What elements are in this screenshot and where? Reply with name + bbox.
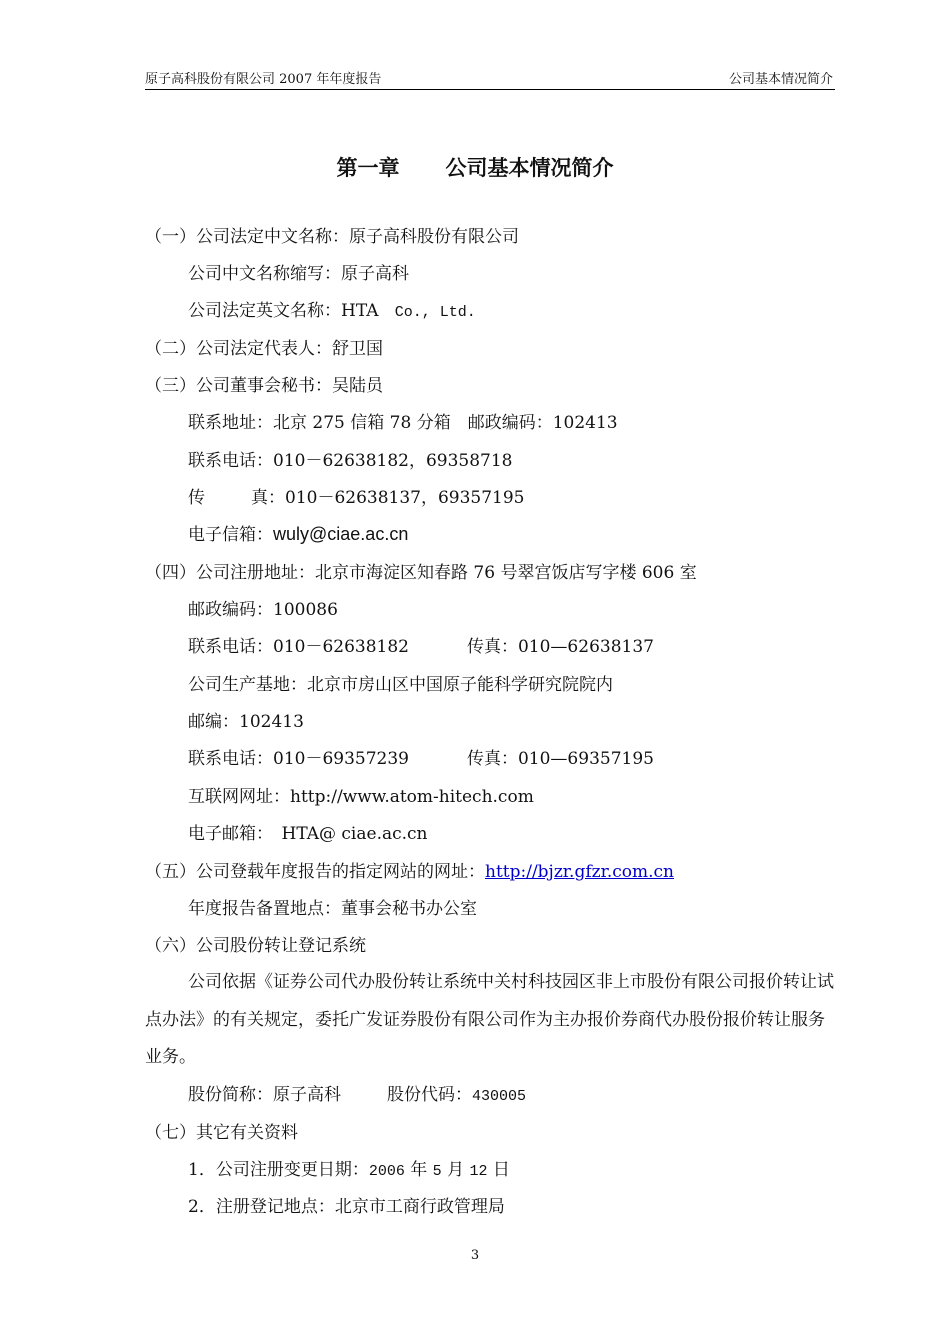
- section-7-label: （七）其它有关资料: [145, 1123, 298, 1143]
- disclosure-website-link[interactable]: http://bjzr.gfzr.com.cn: [485, 862, 674, 882]
- email-label: 电子信箱：: [188, 525, 273, 545]
- item-1-number: 1．: [188, 1160, 216, 1180]
- section-3-label: （三）公司董事会秘书：吴陆员: [145, 376, 383, 396]
- section-5-text: （五）公司登载年度报告的指定网站的网址：: [145, 862, 485, 882]
- section-4-label: （四）公司注册地址：北京市海淀区知春路 76 号翠宫饭店写字楼 606 室: [145, 563, 697, 583]
- item-1-day: 12: [469, 1163, 488, 1180]
- chapter-number: 第一章: [336, 156, 400, 180]
- item-1-label: 公司注册变更日期：: [215, 1160, 369, 1180]
- registration-place: [188, 1192, 505, 1217]
- paragraph-text: 公司依据《证券公司代办股份转让系统中关村科技园区非上市股份有限公司报价转让试点办法》的有关规定，委托广发证券股份有限公司作为主办报价券商代办股份报价转让服务业务。: [145, 972, 834, 1067]
- item-1-day-unit: 日: [487, 1160, 510, 1180]
- fax-label-a: 传: [188, 488, 205, 508]
- registered-fax: 传真：010—62638137: [466, 637, 654, 657]
- page-number: 3: [470, 1248, 480, 1263]
- fax-value: 真：010－62638137，69357195: [251, 488, 525, 508]
- section-5-label: [145, 857, 674, 882]
- item-1-year: 2006: [368, 1163, 405, 1180]
- chapter-name: 公司基本情况简介: [445, 156, 614, 180]
- production-fax: 传真：010—69357195: [466, 749, 654, 769]
- section-6-paragraph: [145, 964, 835, 1077]
- stock-name: 股份简称：原子高科: [188, 1085, 341, 1105]
- header-divider: [145, 89, 835, 90]
- section-2-label: （二）公司法定代表人：舒卫国: [145, 339, 383, 359]
- secretary-address: 联系地址：北京 275 信箱 78 分箱 邮政编码：102413: [188, 413, 618, 433]
- header-report-title: 原子高科股份有限公司 2007 年年度报告: [145, 72, 382, 87]
- page-title: [0, 152, 950, 182]
- registration-change-date: [188, 1155, 510, 1180]
- item-1-month: 5: [432, 1163, 442, 1180]
- registered-contact: [188, 632, 654, 657]
- company-abbreviation: 公司中文名称缩写：原子高科: [188, 264, 409, 284]
- registered-phone: 联系电话：010－62638182: [188, 637, 409, 657]
- production-contact: [188, 744, 654, 769]
- item-1-month-unit: 月: [441, 1160, 470, 1180]
- registered-zip: 邮政编码：100086: [188, 600, 338, 620]
- english-name-b: Co., Ltd.: [394, 304, 476, 321]
- secretary-phone: 联系电话：010－62638182，69358718: [188, 451, 513, 471]
- stock-info: [188, 1080, 526, 1105]
- stock-code: 430005: [472, 1088, 527, 1105]
- secretary-fax: [188, 483, 525, 508]
- secretary-email: [188, 520, 408, 545]
- stock-code-label: 股份代码：: [387, 1085, 472, 1105]
- header-section-title: 公司基本情况简介: [728, 72, 833, 87]
- item-2-number: 2．: [188, 1197, 216, 1217]
- email-address: wuly@ciae.ac.cn: [273, 524, 409, 544]
- production-base: 公司生产基地：北京市房山区中国原子能科学研究院院内: [188, 675, 613, 695]
- item-1-year-unit: 年: [404, 1160, 433, 1180]
- section-1-label: （一）公司法定中文名称：原子高科股份有限公司: [145, 227, 519, 247]
- english-name-label: 公司法定英文名称：: [188, 301, 341, 321]
- company-email: 电子邮箱： HTA@ ciae.ac.cn: [188, 824, 428, 844]
- production-phone: 联系电话：010－69357239: [188, 749, 409, 769]
- english-name-a: HTA: [341, 301, 379, 321]
- company-website: 互联网网址：http://www.atom-hitech.com: [188, 787, 534, 807]
- section-6-label: （六）公司股份转让登记系统: [145, 936, 366, 956]
- report-location: 年度报告备置地点：董事会秘书办公室: [188, 899, 477, 919]
- company-english-name: [188, 296, 476, 321]
- item-2-text: 注册登记地点：北京市工商行政管理局: [215, 1197, 505, 1217]
- production-zip: 邮编：102413: [188, 712, 304, 732]
